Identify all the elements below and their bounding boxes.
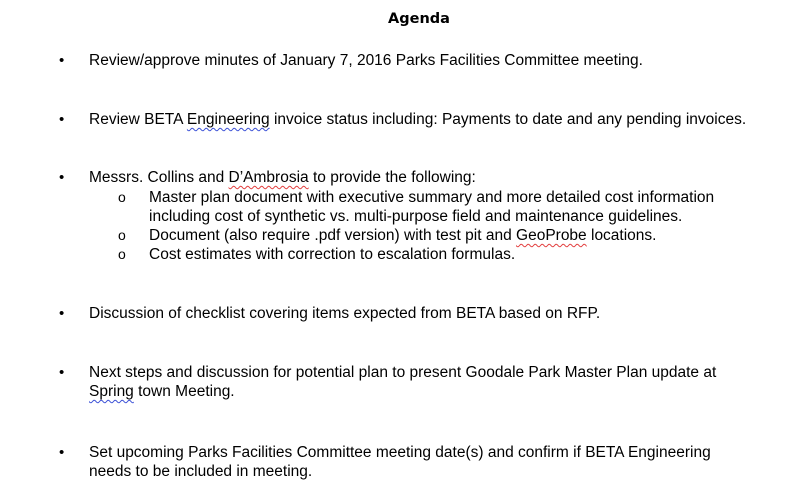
bullet-icon: • (59, 444, 65, 461)
agenda-item-text (89, 168, 801, 187)
text-segment: Review BETA (89, 111, 187, 128)
sub-bullet-icon: o (118, 246, 126, 262)
bullet-icon: • (59, 305, 65, 322)
sub-bullet-icon: o (118, 189, 126, 205)
grammar-flagged-word: Spring (89, 383, 134, 400)
agenda-item-text: Review/approve minutes of January 7, 2016 Parks Facilities Committee meeting. (89, 52, 643, 69)
agenda-subitem-text (149, 226, 799, 245)
sub-bullet-icon: o (118, 227, 126, 243)
grammar-flagged-word: Engineering (186, 111, 270, 128)
agenda-subitem-text: Cost estimates with correction to escalation formulas. (149, 246, 516, 263)
agenda-item-text: Discussion of checklist covering items expected from BETA based on RFP. (89, 305, 601, 322)
bullet-icon: • (59, 364, 65, 381)
bullet-icon: • (59, 52, 65, 69)
text-segment: to provide the following: (308, 169, 476, 186)
bullet-icon: • (59, 169, 65, 186)
agenda-title: Agenda (388, 11, 450, 27)
agenda-item-text (89, 110, 801, 129)
agenda-subitem-text: Master plan document with executive summary and more detailed cost information including cost of synthetic vs. multi-purpose field and maintenance guidelines. (149, 189, 715, 225)
bullet-icon: • (59, 111, 65, 128)
agenda-item-text: Next steps and discussion for potential plan to present Goodale Park Master Plan update at Spring town Meeting. (89, 364, 717, 400)
text-segment: Messrs. Collins and (89, 169, 229, 186)
text-segment: invoice status including: Payments to date and any pending invoices. (269, 111, 747, 128)
spelling-flagged-word: GeoProbe (516, 227, 587, 244)
text-segment: town Meeting. (133, 383, 235, 400)
spelling-flagged-word: D’Ambrosia (228, 169, 309, 186)
text-segment: locations. (586, 227, 657, 244)
text-segment: Document (also require .pdf version) with test pit and (149, 227, 517, 244)
agenda-item-text: Set upcoming Parks Facilities Committee meeting date(s) and confirm if BETA Engineering needs to be included in meeting. (89, 444, 711, 480)
